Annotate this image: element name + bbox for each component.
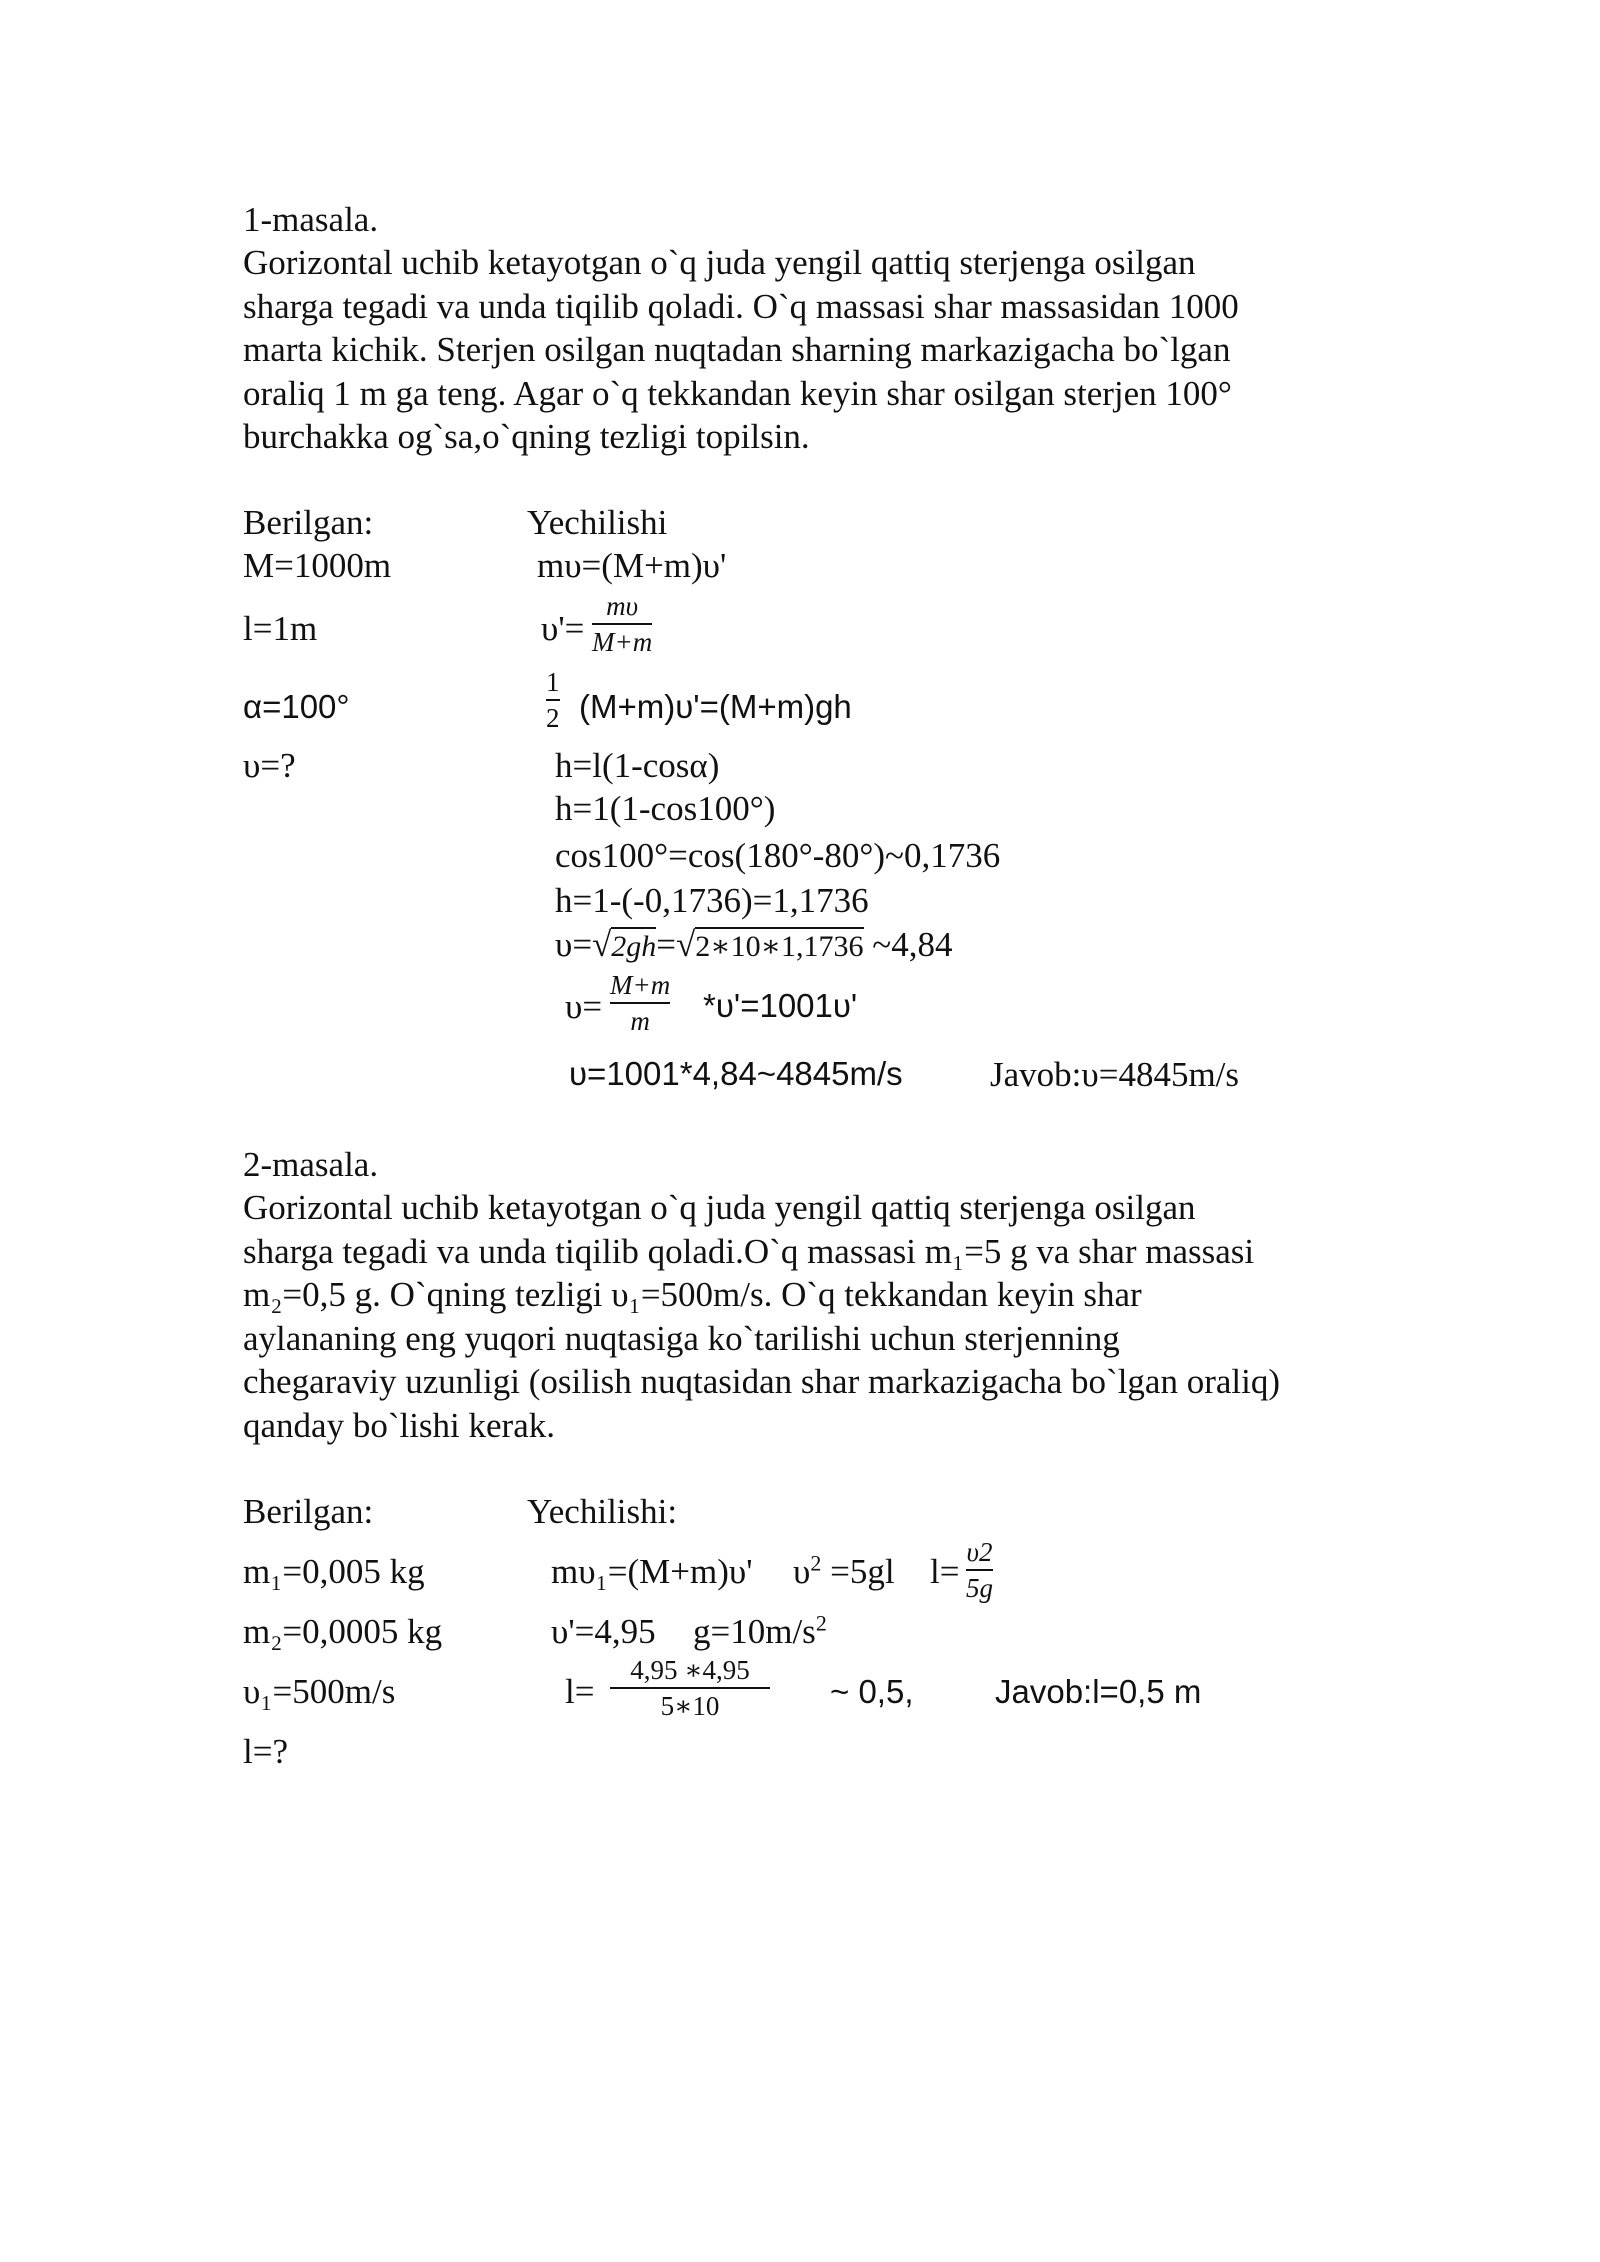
sqrt-equals: =√: [656, 925, 696, 964]
fraction-denominator: 5g: [966, 1573, 993, 1603]
solution-step: cos100°=cos(180°-80°)~0,1736: [555, 836, 1001, 875]
solution-step: h=1-(-0,1736)=1,1736: [555, 881, 869, 920]
statement-line: chegaraviy uzunligi (osilish nuqtasidan shar markazigacha bo`lgan oraliq): [243, 1362, 1281, 1401]
solution-label: Yechilishi:: [527, 1492, 678, 1531]
given-item: α=100°: [243, 688, 350, 725]
solution-step: mυ=(M+m)υ': [537, 546, 727, 585]
sqrt-lhs: υ=√: [555, 925, 612, 964]
solution-step-lhs: υ'=: [541, 609, 585, 648]
equation-rest: =5gl: [821, 1552, 895, 1591]
given-item: l=1m: [243, 609, 318, 648]
problem2-title: 2-masala.: [243, 1145, 379, 1184]
solution-label: Yechilishi: [527, 503, 668, 542]
fraction: [592, 589, 652, 659]
given-item: υ=?: [243, 746, 296, 785]
solution-step: [793, 1550, 895, 1594]
fraction-numerator: 1: [546, 667, 560, 697]
given-item: l=?: [243, 1732, 288, 1771]
fraction-numerator: 4,95 ∗4,95: [630, 1655, 750, 1685]
velocity-symbol: υ: [793, 1552, 811, 1591]
solution-step-sqrt: [555, 923, 952, 969]
solution-step: υ'=4,95: [551, 1612, 656, 1651]
problem2-statement: [243, 1186, 1383, 1447]
given-item: m₂=0,0005 kg: [243, 1612, 443, 1651]
solution-step: *υ'=1001υ': [703, 987, 858, 1024]
fraction-denominator: M+m: [592, 627, 653, 657]
sqrt-radicand: 2gh: [611, 927, 656, 963]
given-item: υ₁=500m/s: [243, 1672, 396, 1711]
given-label: Berilgan:: [243, 503, 374, 542]
solution-step-lhs: l=: [565, 1672, 595, 1711]
fraction-numerator: υ2: [966, 1537, 993, 1567]
solution-step: [693, 1610, 827, 1654]
fraction: [610, 968, 670, 1038]
exponent: 2: [810, 1550, 822, 1576]
given-label: Berilgan:: [243, 1492, 374, 1531]
statement-line: sharga tegadi va unda tiqilib qoladi.O`q massasi m₁=5 g va shar massasi: [243, 1231, 1255, 1271]
problem1-statement: [243, 241, 1383, 459]
solution-step: υ=1001*4,84~4845m/s: [569, 1055, 903, 1092]
fraction-numerator: mυ: [606, 591, 639, 621]
sqrt-result: ~4,84: [863, 925, 953, 964]
statement-line: aylananing eng yuqori nuqtasiga ko`tarilishi uchun sterjenning: [243, 1318, 1120, 1358]
statement-line: qanday bo`lishi kerak.: [243, 1405, 555, 1445]
fraction-numerator: M+m: [610, 970, 671, 1000]
exponent: 2: [815, 1610, 827, 1636]
fraction: [546, 665, 560, 735]
answer: Javob:υ=4845m/s: [990, 1055, 1240, 1094]
fraction: [610, 1653, 770, 1723]
statement-line: sharga tegadi va unda tiqilib qoladi. O`q massasi shar massasidan 1000: [243, 286, 1239, 326]
fraction-denominator: m: [630, 1006, 650, 1036]
solution-step: h=1(1-cos100°): [555, 789, 776, 828]
solution-step: ~ 0,5,: [830, 1673, 914, 1710]
solution-step: h=l(1-cosα): [555, 746, 720, 785]
solution-step-lhs: l=: [930, 1552, 960, 1591]
statement-line: oraliq 1 m ga teng. Agar o`q tekkandan keyin shar osilgan sterjen 100°: [243, 373, 1232, 413]
given-item: m₁=0,005 kg: [243, 1552, 425, 1591]
statement-line: marta kichik. Sterjen osilgan nuqtadan sharning markazigacha bo`lgan: [243, 330, 1231, 369]
fraction: [966, 1535, 993, 1605]
given-item: M=1000m: [243, 546, 392, 585]
fraction-denominator: 2: [546, 703, 560, 733]
statement-line: burchakka og`sa,o`qning tezligi topilsin.: [243, 417, 810, 456]
answer: Javob:l=0,5 m: [995, 1673, 1202, 1710]
statement-line: m₂=0,5 g. O`qning tezligi υ₁=500m/s. O`q tekkandan keyin shar: [243, 1275, 1142, 1314]
fraction-denominator: 5∗10: [660, 1691, 720, 1721]
solution-step-lhs: υ=: [565, 987, 603, 1026]
sqrt-radicand: 2∗10∗1,1736: [695, 927, 863, 963]
problem1-title: 1-masala.: [243, 200, 379, 239]
gravity-value: g=10m/s: [693, 1612, 816, 1651]
solution-step: (M+m)υ'=(M+m)gh: [579, 688, 852, 725]
statement-line: Gorizontal uchib ketayotgan o`q juda yengil qattiq sterjenga osilgan: [243, 1188, 1196, 1227]
statement-line: Gorizontal uchib ketayotgan o`q juda yengil qattiq sterjenga osilgan: [243, 243, 1196, 282]
solution-step: mυ₁=(M+m)υ': [551, 1552, 753, 1591]
